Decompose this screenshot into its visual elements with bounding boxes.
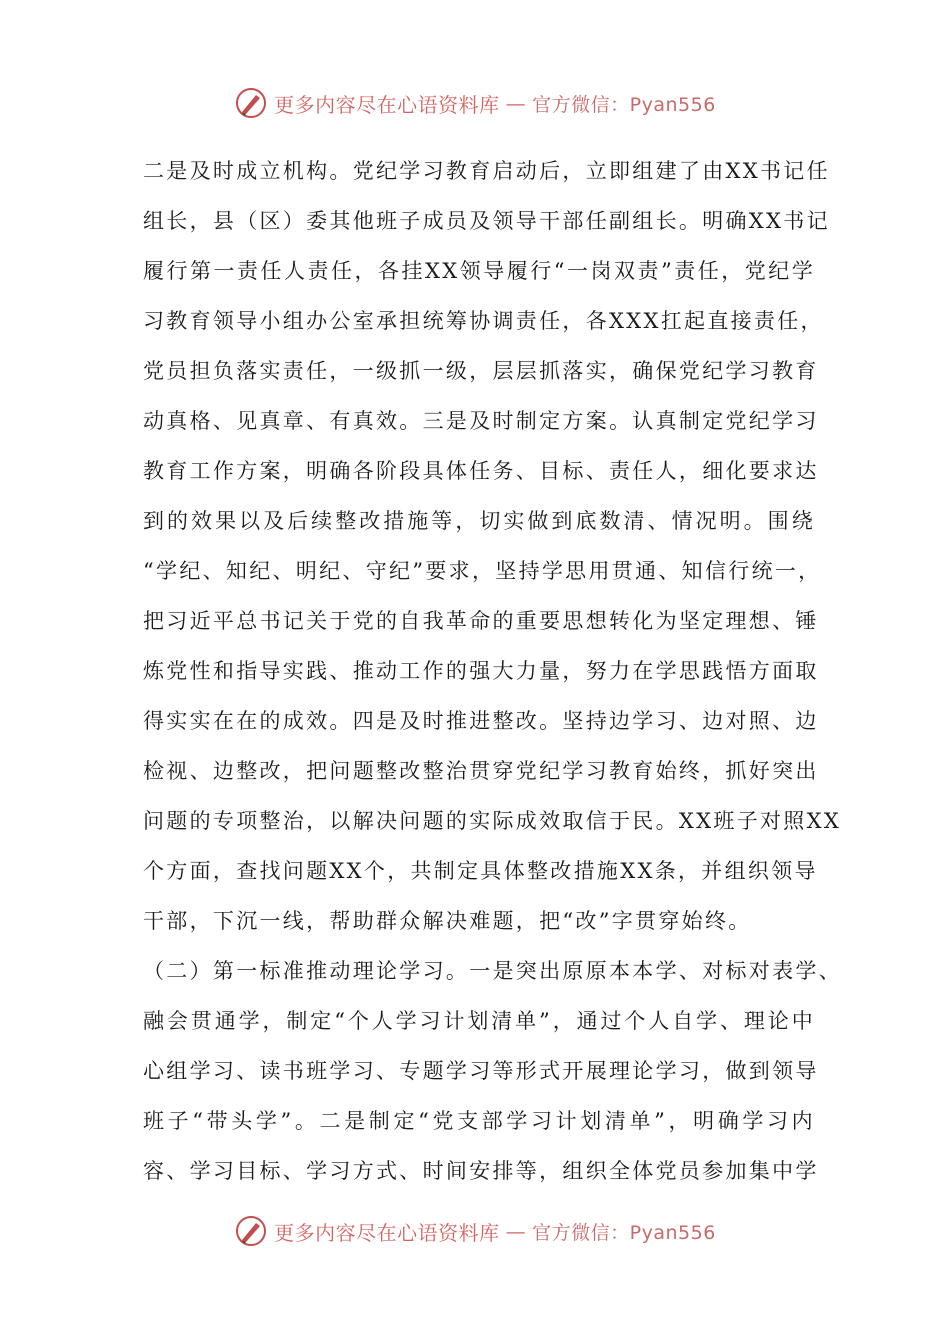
footer-watermark [0,1211,950,1251]
text-line: 到的效果以及后续整改措施等，切实做到底数清、情况明。围绕 [143,509,815,533]
text-line: 炼党性和指导实践、推动工作的强大力量，努力在学思践悟方面取 [143,659,819,683]
text-line: 把习近平总书记关于党的自我革命的重要思想转化为坚定理想、锤 [143,609,819,633]
text-line: 党员担负落实责任，一级抓一级，层层抓落实，确保党纪学习教育 [143,359,819,383]
text-line: 二是及时成立机构。党纪学习教育启动后，立即组建了由XX书记任 [143,159,830,183]
text-line: 班子“带头学”。二是制定“党支部学习计划清单”，明确学习内 [143,1109,815,1133]
text-line: 习教育领导小组办公室承担统筹协调责任，各XXX扛起直接责任， [143,309,824,333]
text-line: 融会贯通学，制定“个人学习计划清单”，通过个人自学、理论中 [143,1009,815,1033]
watermark-wechat: 官方微信：Pyan556 [532,1221,716,1244]
text-line: 得实实在在的成效。四是及时推进整改。坚持边学习、边对照、边 [143,709,819,733]
text-line: “学纪、知纪、明纪、守纪”要求，坚持学思用贯通、知信行统一， [143,559,822,583]
watermark-main-text: 更多内容尽在心语资料库 [274,92,500,117]
document-body [143,146,842,1196]
text-line: 履行第一责任人责任，各挂XX领导履行“一岗双责”责任，党纪学 [143,259,815,283]
watermark-wechat: 官方微信：Pyan556 [532,93,716,116]
watermark-separator: — [505,91,527,115]
text-line: 组长，县（区）委其他班子成员及领导干部任副组长。明确XX书记 [143,209,830,233]
text-line: 干部，下沉一线，帮助群众解决难题，把“改”字贯穿始终。 [143,909,752,933]
text-line: 个方面，查找问题XX个，共制定具体整改措施XX条，并组织领导 [143,859,818,883]
text-line: 动真格、见真章、有真效。三是及时制定方案。认真制定党纪学习 [143,409,819,433]
text-line: （二）第一标准推动理论学习。一是突出原原本本学、对标对表学、 [143,959,842,983]
text-line: 检视、边整改，把问题整改整治贯穿党纪学习教育始终，抓好突出 [143,759,819,783]
pen-circle-logo-icon [234,1214,268,1248]
watermark-main-text: 更多内容尽在心语资料库 [274,1220,500,1245]
watermark-separator: — [505,1219,527,1243]
header-watermark [0,83,950,123]
pen-circle-logo-icon [234,86,268,120]
text-line: 心组学习、读书班学习、专题学习等形式开展理论学习，做到领导 [143,1059,819,1083]
text-line: 教育工作方案，明确各阶段具体任务、目标、责任人，细化要求达 [143,459,819,483]
text-line: 问题的专项整治，以解决问题的实际成效取信于民。XX班子对照XX [143,809,842,833]
text-line: 容、学习目标、学习方式、时间安排等，组织全体党员参加集中学 [143,1159,819,1183]
